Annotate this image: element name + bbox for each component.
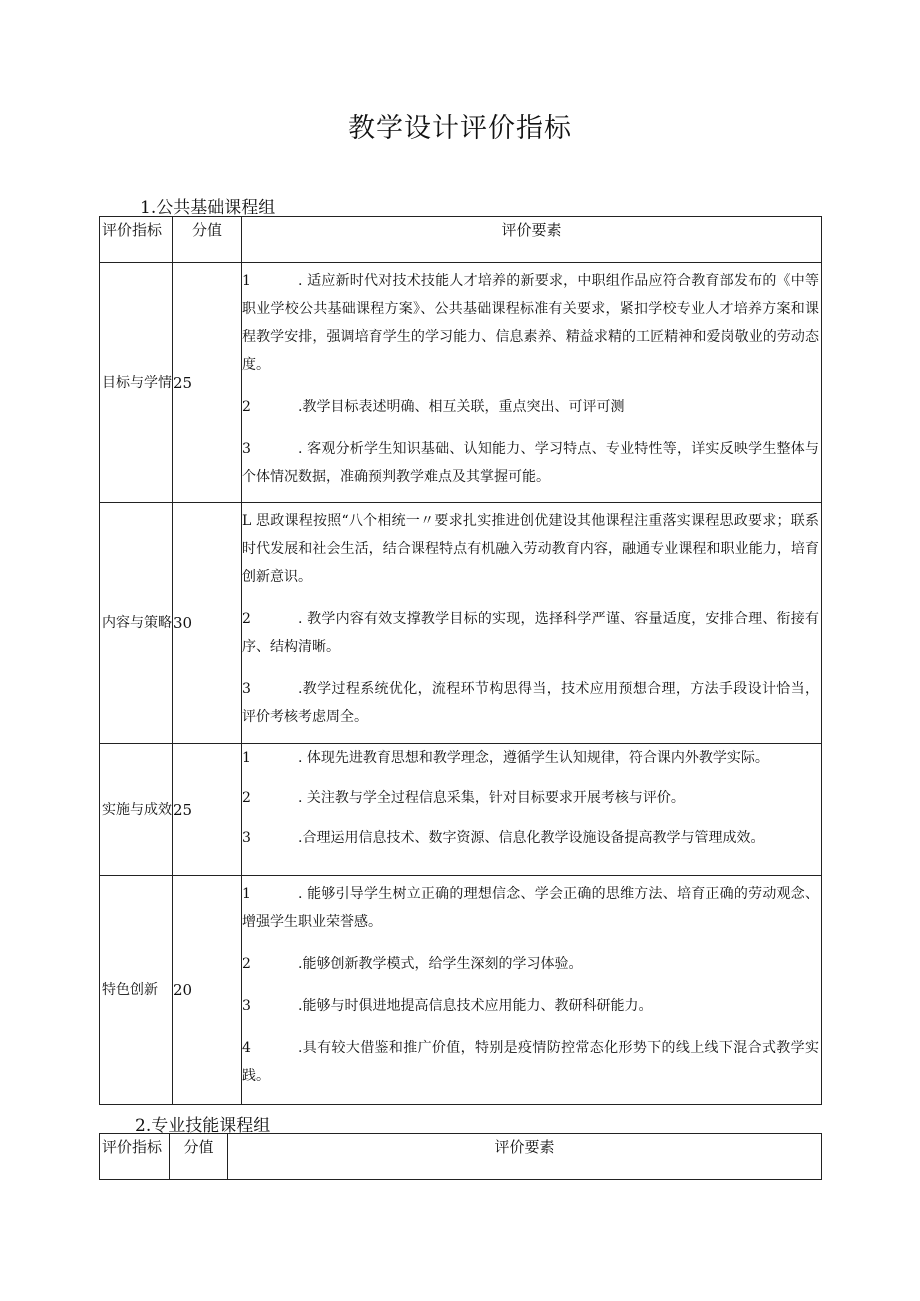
table-row (100, 263, 822, 503)
list-item (242, 784, 821, 812)
indicator-cell: 实施与成效 (100, 744, 173, 876)
item-number: 1 (242, 750, 251, 766)
header-score: 分值 (170, 1134, 228, 1180)
item-number: 3 (242, 681, 251, 697)
header-elements: 评价要素 (228, 1134, 822, 1180)
elements-cell (242, 263, 822, 503)
item-number: 1 (242, 273, 251, 289)
item-text: . 客观分析学生知识基础、认知能力、学习特点、专业特性等，详实反映学生整体与个体情况数据，准确预判教学难点及其掌握可能。 (242, 441, 819, 485)
item-text: .能够创新教学模式，给学生深刻的学习体验。 (298, 956, 583, 972)
item-text: .能够与时俱进地提高信息技术应用能力、教研科研能力。 (298, 998, 653, 1014)
table-row (100, 876, 822, 1105)
list-item (242, 267, 821, 379)
item-text: .合理运用信息技术、数字资源、信息化教学设施设备提高教学与管理成效。 (298, 830, 765, 846)
elements-cell (242, 744, 822, 876)
table-row (100, 503, 822, 744)
indicator-cell: 特色创新 (100, 876, 173, 1105)
item-text: . 教学内容有效支撑教学目标的实现，选择科学严谨、容量适度，安排合理、衔接有序、结构清晰。 (242, 611, 819, 655)
header-indicator: 评价指标 (100, 1134, 170, 1180)
score-cell: 25 (173, 263, 242, 503)
item-number: 3 (242, 441, 251, 457)
item-text: .教学目标表述明确、相互关联，重点突出、可评可测 (298, 399, 625, 415)
score-cell: 20 (173, 876, 242, 1105)
elements-cell (242, 503, 822, 744)
table-row (100, 744, 822, 876)
list-item (242, 1034, 821, 1090)
table-header-row (100, 1134, 822, 1180)
item-number: 3 (242, 830, 251, 846)
item-text: . 关注教与学全过程信息采集，针对目标要求开展考核与评价。 (298, 790, 685, 806)
item-number: 2 (242, 399, 251, 415)
table-header-row (100, 217, 822, 263)
item-text: .具有较大借鉴和推广价值，特别是疫情防控常态化形势下的线上线下混合式教学实践。 (242, 1040, 819, 1084)
item-text: L 思政课程按照“八个相统一〃要求扎实推进创优建设其他课程注重落实课程思政要求；联系时代发展和社会生活，结合课程特点有机融入劳动教育内容，融通专业课程和职业能力，培育创新意识。 (242, 513, 819, 585)
section-heading-public-basic: 1.公共基础课程组 (140, 198, 276, 218)
header-elements: 评价要素 (242, 217, 822, 263)
list-item (242, 675, 821, 731)
elements-cell (242, 876, 822, 1105)
score-cell: 25 (173, 744, 242, 876)
list-item (242, 393, 821, 421)
header-score: 分值 (173, 217, 242, 263)
list-item (242, 880, 821, 936)
list-item (242, 605, 821, 661)
list-item (242, 824, 821, 852)
item-number: 3 (242, 998, 251, 1014)
list-item (242, 950, 821, 978)
list-item (242, 507, 821, 591)
item-number: 1 (242, 886, 251, 902)
indicator-cell: 目标与学情 (100, 263, 173, 503)
list-item (242, 435, 821, 491)
item-number: 2 (242, 956, 251, 972)
item-text: .教学过程系统优化，流程环节构思得当，技术应用预想合理，方法手段设计恰当，评价考核考虑周全。 (242, 681, 819, 725)
section-heading-professional-skills: 2.专业技能课程组 (135, 1116, 271, 1136)
list-item (242, 992, 821, 1020)
page-title: 教学设计评价指标 (348, 113, 572, 144)
item-number: 2 (242, 611, 251, 627)
list-item (242, 744, 821, 772)
item-text: . 能够引导学生树立正确的理想信念、学会正确的思维方法、培育正确的劳动观念、增强学生职业荣誉感。 (242, 886, 819, 930)
indicator-cell: 内容与策略 (100, 503, 173, 744)
item-text: . 适应新时代对技术技能人才培养的新要求，中职组作品应符合教育部发布的《中等职业学校公共基础课程方案》、公共基础课程标准有关要求，紧扣学校专业人才培养方案和课程教学安排，强调培育学生的学习能力、信息素养、精益求精的工匠精神和爱岗敬业的劳动态度。 (242, 273, 819, 373)
evaluation-table-public-basic (99, 216, 822, 1105)
header-indicator: 评价指标 (100, 217, 173, 263)
item-number: 4 (242, 1040, 251, 1056)
item-number: 2 (242, 790, 251, 806)
item-text: . 体现先进教育思想和教学理念，遵循学生认知规律，符合课内外教学实际。 (298, 750, 769, 766)
evaluation-table-professional-skills (99, 1133, 822, 1180)
score-cell: 30 (173, 503, 242, 744)
